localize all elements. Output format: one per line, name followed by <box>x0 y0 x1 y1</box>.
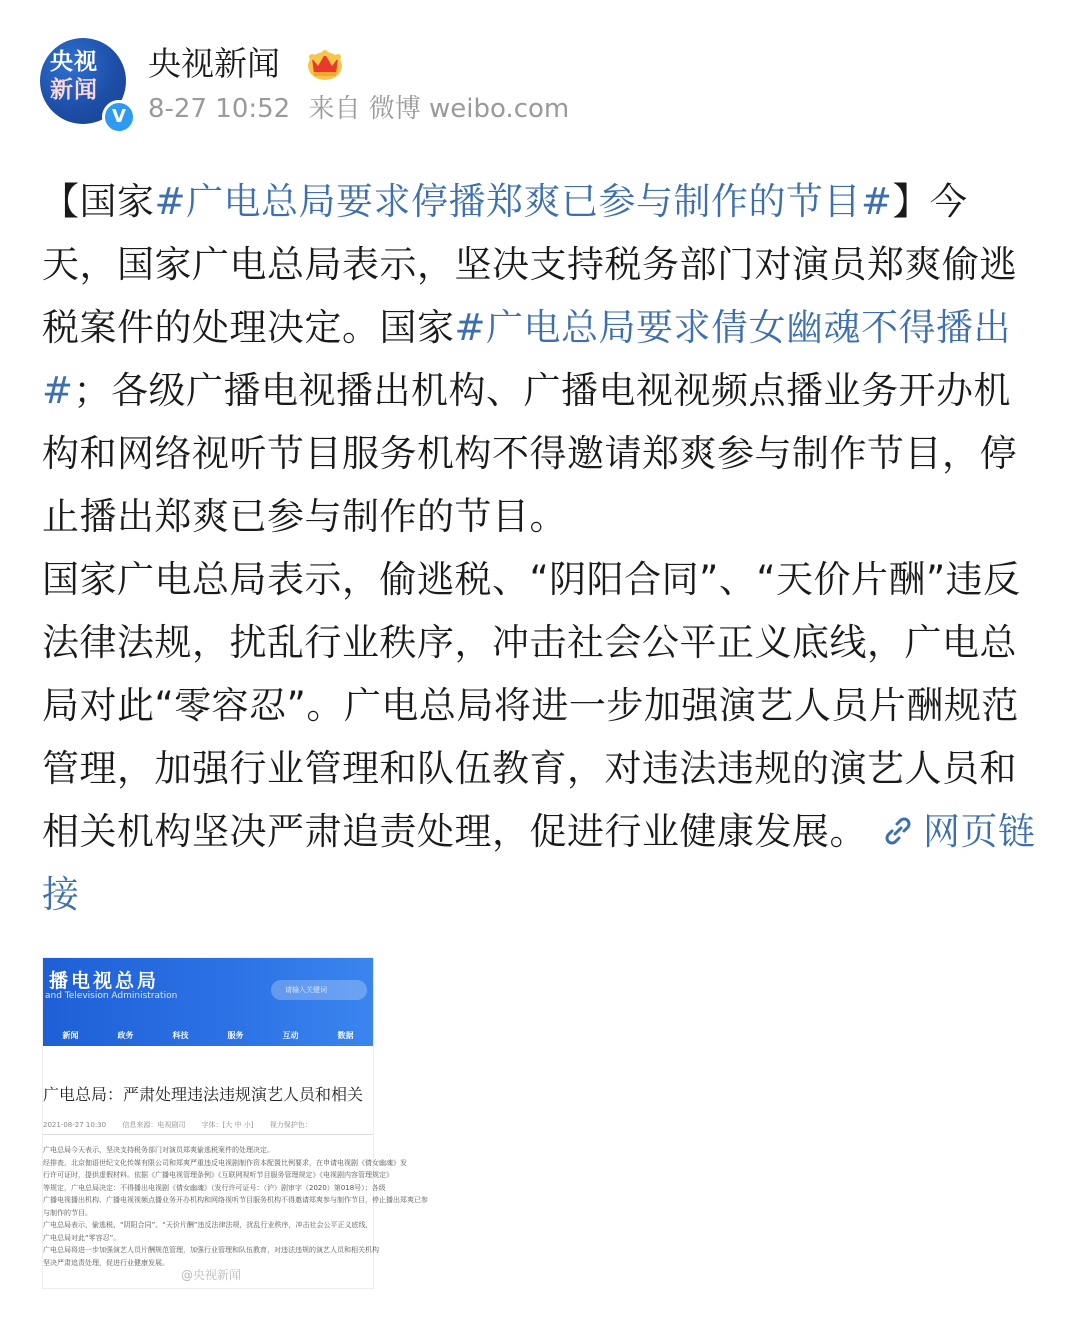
post-paragraph-2 <box>42 548 1042 926</box>
site-subtitle: and Television Administration <box>45 991 178 1001</box>
avatar-logo <box>50 48 120 104</box>
post-text-p2: 国家广电总局表示，偷逃税、“阴阳合同”、“天价片酬”违反法律法规，扰乱行业秩序，冲击社会公平正义底线，广电总局对此“零容忍”。广电总局将进一步加强演艺人员片酬规范管理，加强行业管理和队伍教育，对违法违规的演艺人员和相关机构坚决严肃追责处理，促进行业健康发展。 <box>42 558 1021 853</box>
article-line: 广电总局将进一步加强演艺人员片酬规范管理，加强行业管理和队伍教育，对违法违规的演艺人员和相关机构 <box>43 1246 379 1254</box>
article-eye-care: 视力保护色： <box>269 1121 312 1129</box>
article-line: 与制作的节目。 <box>43 1208 92 1217</box>
site-nav-item: 互动 <box>282 1030 299 1040</box>
article-line: 行许可证时，提供虚假材料。依据《广播电视管理条例》《互联网视听节目服务管理规定》《电视剧内容管理规定》 <box>43 1171 393 1179</box>
username[interactable]: 央视新闻 <box>148 44 280 83</box>
article-headline: 广电总局：严肃处理违法违规演艺人员和相关 <box>43 1085 364 1104</box>
article-source: 信息来源：电视剧司 <box>122 1121 186 1129</box>
site-nav-item: 数据 <box>337 1030 354 1040</box>
site-title: 播电视总局 <box>49 970 160 992</box>
article-line: 广电总局对此“零容忍”。 <box>43 1233 121 1242</box>
crown-icon[interactable] <box>306 46 344 82</box>
article-line: 坚决严肃追责处理，促进行业健康发展。 <box>43 1258 169 1267</box>
post-text-suffix: ；各级广播电视播出机构、广播电视视频点播业务开办机构和网络视听节目服务机构不得邀请郑爽参与制作节目，停止播出郑爽已参与制作的节目。 <box>42 369 1017 538</box>
post-text-middle: 】今天，国家广电总局表示，坚决支持税务部门对演员郑爽偷逃税案件的处理决定。国家 <box>42 180 1017 349</box>
article-line: 广播电视播出机构、广播电视视频点播业务开办机构和网络视听节目服务机构不得邀请郑爽参与制作节目，停止播出郑爽已参 <box>43 1196 428 1204</box>
article-line: 经排查，北京伽语世纪文化传媒有限公司和郑爽严重违反电视剧制作资本配置比例要求，在申请电视剧《倩女幽魂》发 <box>43 1158 407 1167</box>
article-font-size: 字体：[大 中 小] <box>201 1121 254 1129</box>
article-line: 广电总局表示，偷逃税、“阴阳合同”、“天价片酬”违反法律法规，扰乱行业秩序，冲击社会公平正义底线， <box>43 1221 373 1229</box>
site-banner <box>43 958 373 1046</box>
link-icon <box>881 814 915 848</box>
post-source[interactable]: 来自 微博 weibo.com <box>308 94 570 124</box>
site-search-box: 请输入关键词 <box>271 980 367 1000</box>
post-timestamp: 8-27 10:52 <box>148 94 291 124</box>
article-divider <box>43 1134 373 1135</box>
site-nav <box>43 1024 373 1046</box>
topic-link-2[interactable]: #广电总局要求倩女幽魂不得播出# <box>42 306 1012 412</box>
avatar-logo-line1: 央视 <box>50 49 98 75</box>
article-line: 广电总局今天表示，坚决支持税务部门对演员郑爽偷逃税案件的处理决定。 <box>43 1146 274 1154</box>
post-header <box>40 38 1040 130</box>
topic-link-1[interactable]: #广电总局要求停播郑爽已参与制作的节目# <box>154 180 893 223</box>
attached-image[interactable] <box>42 957 428 1289</box>
site-nav-item: 服务 <box>227 1030 244 1040</box>
web-link-label: 网页链接 <box>42 810 1036 916</box>
article-date: 2021-08-27 10:30 <box>43 1121 107 1129</box>
site-nav-item: 新闻 <box>62 1030 79 1040</box>
article-line: 等规定，广电总局决定：不得播出电视剧《倩女幽魂》（发行许可证号：（沪）剧审字（2020）第018号）；各级 <box>43 1183 386 1192</box>
site-nav-item: 科技 <box>172 1030 189 1040</box>
article-info <box>43 1120 373 1130</box>
watermark: @央视新闻 <box>181 1268 242 1282</box>
avatar-logo-line2: 新闻 <box>50 77 98 103</box>
post-paragraph-1 <box>42 170 1042 548</box>
site-nav-item: 政务 <box>117 1030 134 1040</box>
post-body <box>42 170 1042 926</box>
article-text <box>43 1144 428 1269</box>
verified-badge-icon: V <box>102 100 136 134</box>
post-text-prefix: 【国家 <box>42 180 155 223</box>
post-meta <box>148 92 569 126</box>
